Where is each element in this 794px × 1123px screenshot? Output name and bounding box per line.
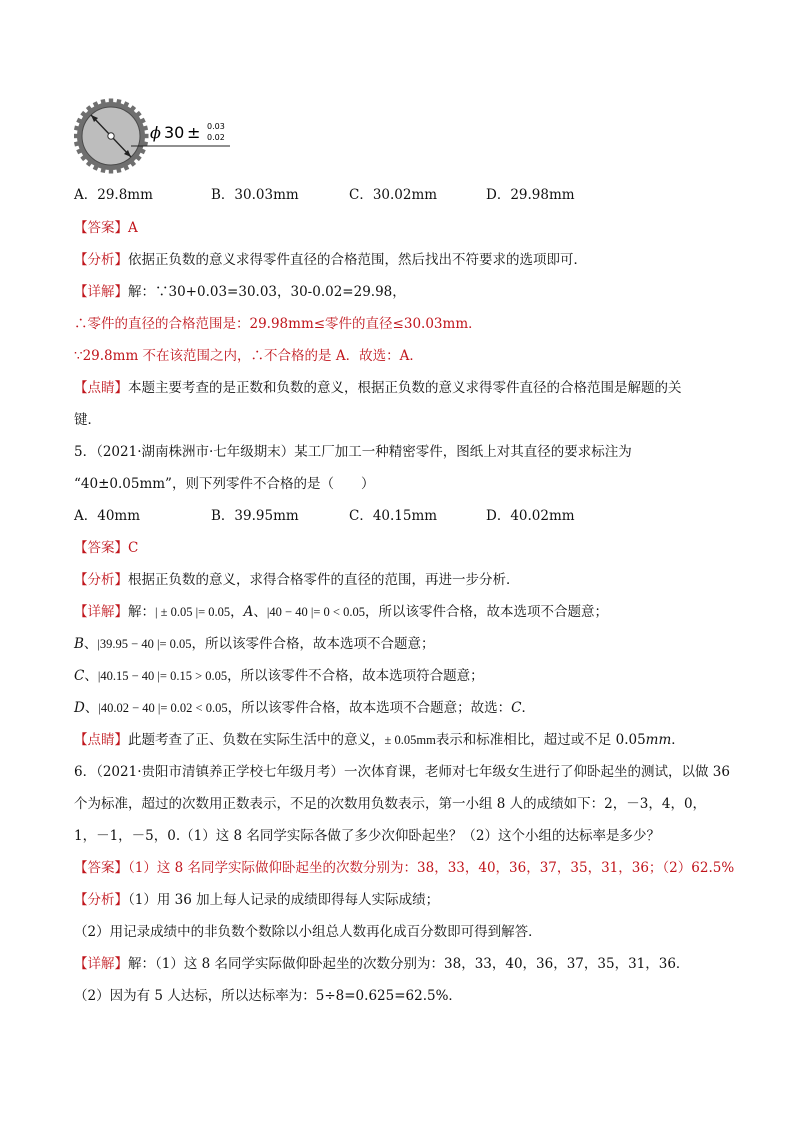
q4-answer: 【答案】A — [74, 220, 138, 236]
q4-option-d: D．29.98mm — [486, 187, 575, 203]
q4-analysis: 【分析】依据正负数的意义求得零件直径的合格范围，然后找出不符要求的选项即可． — [74, 252, 587, 268]
q5-detail-line4: D、|40.02 − 40 |= 0.02 < 0.05，所以该零件合格，故本选项不合题意；故选：C． — [74, 700, 535, 716]
q6-analysis-line2: （2）用记录成绩中的非负数个数除以小组总人数再化成百分数即可得到解答． — [74, 924, 542, 940]
q5-detail-line3: C、|40.15 − 40 |= 0.15 > 0.05，所以该零件不合格，故本选项符合题意； — [74, 668, 484, 684]
q4-comment-line2: 键． — [74, 412, 101, 428]
q5-option-c: C．40.15mm — [349, 508, 438, 524]
q5-option-d: D．40.02mm — [486, 508, 575, 524]
nominal-value: 30 — [164, 123, 185, 142]
gear-tooth — [74, 134, 80, 138]
q5-detail-line1: 【详解】解：| ± 0.05 |= 0.05，A、|40 − 40 |= 0 < 0.05，所以该零件合格，故本选项不合题意； — [74, 604, 608, 620]
q4-option-b: B．30.03mm — [211, 187, 299, 203]
q6-detail-line1: 【详解】解：（1）这 8 名同学实际做仰卧起坐的次数分别为：38，33，40，36，37，35，31，36． — [74, 956, 690, 972]
upper-tolerance: 0.03 — [207, 122, 225, 131]
q6-stem-line3: 1，－1，－5，0.（1）这 8 名同学实际各做了多少次仰卧起坐？（2）这个小组的达标率是多少？ — [74, 828, 660, 844]
q4-detail-line2: ∴零件的直径的合格范围是：29.98mm≤零件的直径≤30.03mm． — [74, 316, 482, 332]
q5-analysis: 【分析】根据正负数的意义，求得合格零件的直径的范围，再进一步分析． — [74, 572, 520, 588]
phi-symbol: ϕ — [150, 123, 161, 142]
q5-stem-line2: “40±0.05mm”，则下列零件不合格的是（ ） — [74, 476, 375, 492]
gear-diagram — [74, 98, 234, 174]
q5-comment: 【点睛】此题考查了正、负数在实际生活中的意义，± 0.05mm表示和标准相比，超过或不足 0.05mm． — [74, 732, 685, 748]
q4-detail-line1: 【详解】解：∵30+0.03=30.03，30-0.02=29.98， — [74, 284, 406, 300]
gear-tooth — [109, 168, 113, 174]
q6-detail-line2: （2）因为有 5 人达标，所以达标率为：5÷8=0.625=62.5%． — [74, 988, 462, 1004]
q4-option-a: A．29.8mm — [74, 187, 153, 203]
q6-stem-line2: 个为标准，超过的次数用正数表示，不足的次数用负数表示，第一小组 8 人的成绩如下：2，－3，4，0， — [74, 796, 707, 812]
q4-comment-line1: 【点睛】本题主要考查的是正数和负数的意义，根据正负数的意义求得零件直径的合格范围是解题的关 — [74, 380, 682, 396]
gear-icon — [74, 99, 149, 174]
q5-detail-line2: B、|39.95 − 40 |= 0.05，所以该零件合格，故本选项不合题意； — [74, 636, 435, 652]
gear-tooth — [143, 134, 149, 138]
q5-option-a: A．40mm — [74, 508, 141, 524]
q5-stem-line1: 5．（2021·湖南株洲市·七年级期末）某工厂加工一种精密零件，图纸上对其直径的要求标注为 — [74, 444, 632, 460]
plus-minus-symbol: ± — [187, 123, 201, 142]
gear-tooth — [109, 99, 113, 105]
q6-answer: 【答案】（1）这 8 名同学实际做仰卧起坐的次数分别为：38，33，40，36，37，35，31，36；（2）62.5% — [74, 860, 735, 876]
q5-option-b: B．39.95mm — [211, 508, 299, 524]
q6-analysis-line1: 【分析】（1）用 36 加上每人记录的成绩即得每人实际成绩； — [74, 892, 440, 908]
q4-option-c: C．30.02mm — [349, 187, 438, 203]
q5-answer: 【答案】C — [74, 540, 139, 556]
q4-detail-line3: ∵29.8mm 不在该范围之内，∴不合格的是 A．故选：A． — [74, 348, 423, 364]
lower-tolerance: 0.02 — [207, 133, 225, 142]
q6-stem-line1: 6．（2021·贵阳市清镇养正学校七年级月考）一次体育课，老师对七年级女生进行了仰卧起坐的测试，以做 36 — [74, 764, 730, 780]
